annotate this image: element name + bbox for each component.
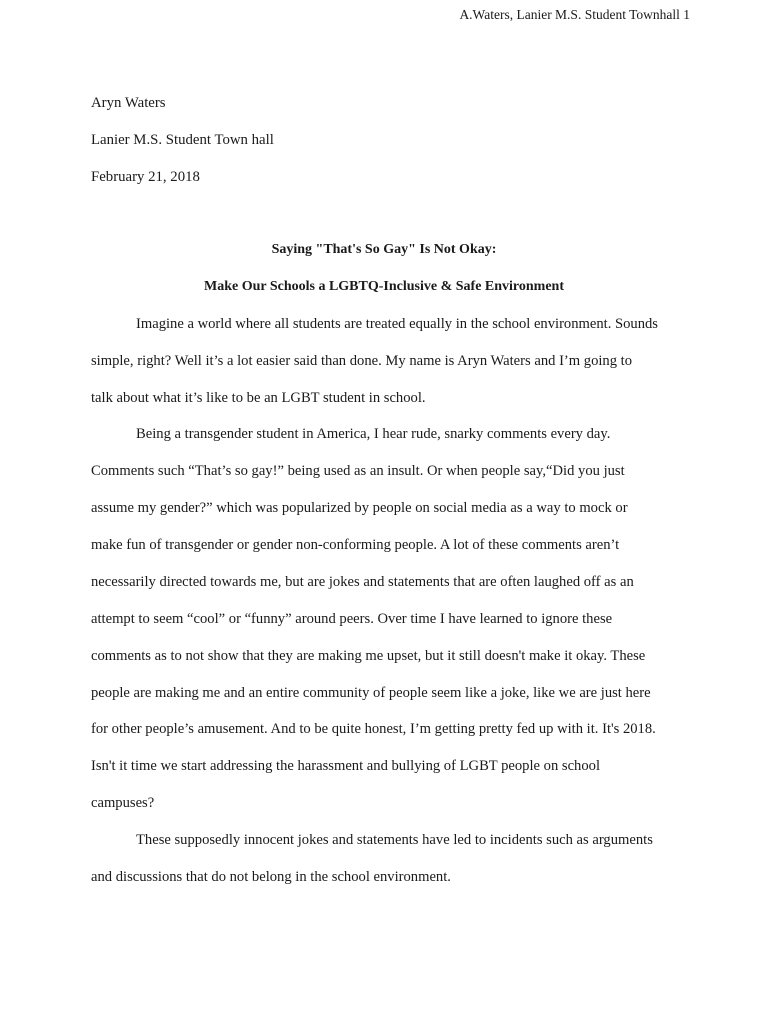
body-line: and discussions that do not belong in the school environment. — [91, 869, 451, 885]
body-line: Being a transgender student in America, I hear rude, snarky comments every day. — [136, 426, 611, 442]
body-line: Imagine a world where all students are treated equally in the school environment. Sounds — [136, 316, 658, 332]
body-line: make fun of transgender or gender non-conforming people. A lot of these comments aren’t — [91, 537, 620, 553]
document-title: Saying "That's So Gay" Is Not Okay: — [271, 242, 497, 257]
body-line: assume my gender?” which was popularized by people on social media as a way to mock or — [91, 500, 628, 516]
body-line: for other people’s amusement. And to be quite honest, I’m getting pretty fed up with it. It's 2018. — [91, 721, 656, 737]
event-name: Lanier M.S. Student Town hall — [91, 132, 274, 148]
body-line: campuses? — [91, 795, 155, 811]
body-line: comments as to not show that they are making me upset, but it still doesn't make it okay. These — [91, 648, 646, 664]
body-line: Comments such “That’s so gay!” being used as an insult. Or when people say,“Did you just — [91, 463, 625, 479]
document-date: February 21, 2018 — [91, 169, 200, 185]
document-subtitle: Make Our Schools a LGBTQ-Inclusive & Safe Environment — [203, 279, 564, 294]
body-line: talk about what it’s like to be an LGBT student in school. — [91, 390, 426, 406]
body-line: people are making me and an entire community of people seem like a joke, like we are just here — [91, 685, 651, 701]
body-line: necessarily directed towards me, but are jokes and statements that are often laughed off as an — [91, 574, 634, 590]
author-name: Aryn Waters — [91, 95, 166, 111]
body-line: Isn't it time we start addressing the harassment and bullying of LGBT people on school — [91, 758, 600, 774]
body-line: attempt to seem “cool” or “funny” around peers. Over time I have learned to ignore these — [91, 611, 613, 627]
running-header: A.Waters, Lanier M.S. Student Townhall 1 — [459, 7, 690, 22]
body-line: simple, right? Well it’s a lot easier said than done. My name is Aryn Waters and I’m going to — [91, 353, 633, 369]
body-line: These supposedly innocent jokes and statements have led to incidents such as arguments — [136, 832, 653, 848]
